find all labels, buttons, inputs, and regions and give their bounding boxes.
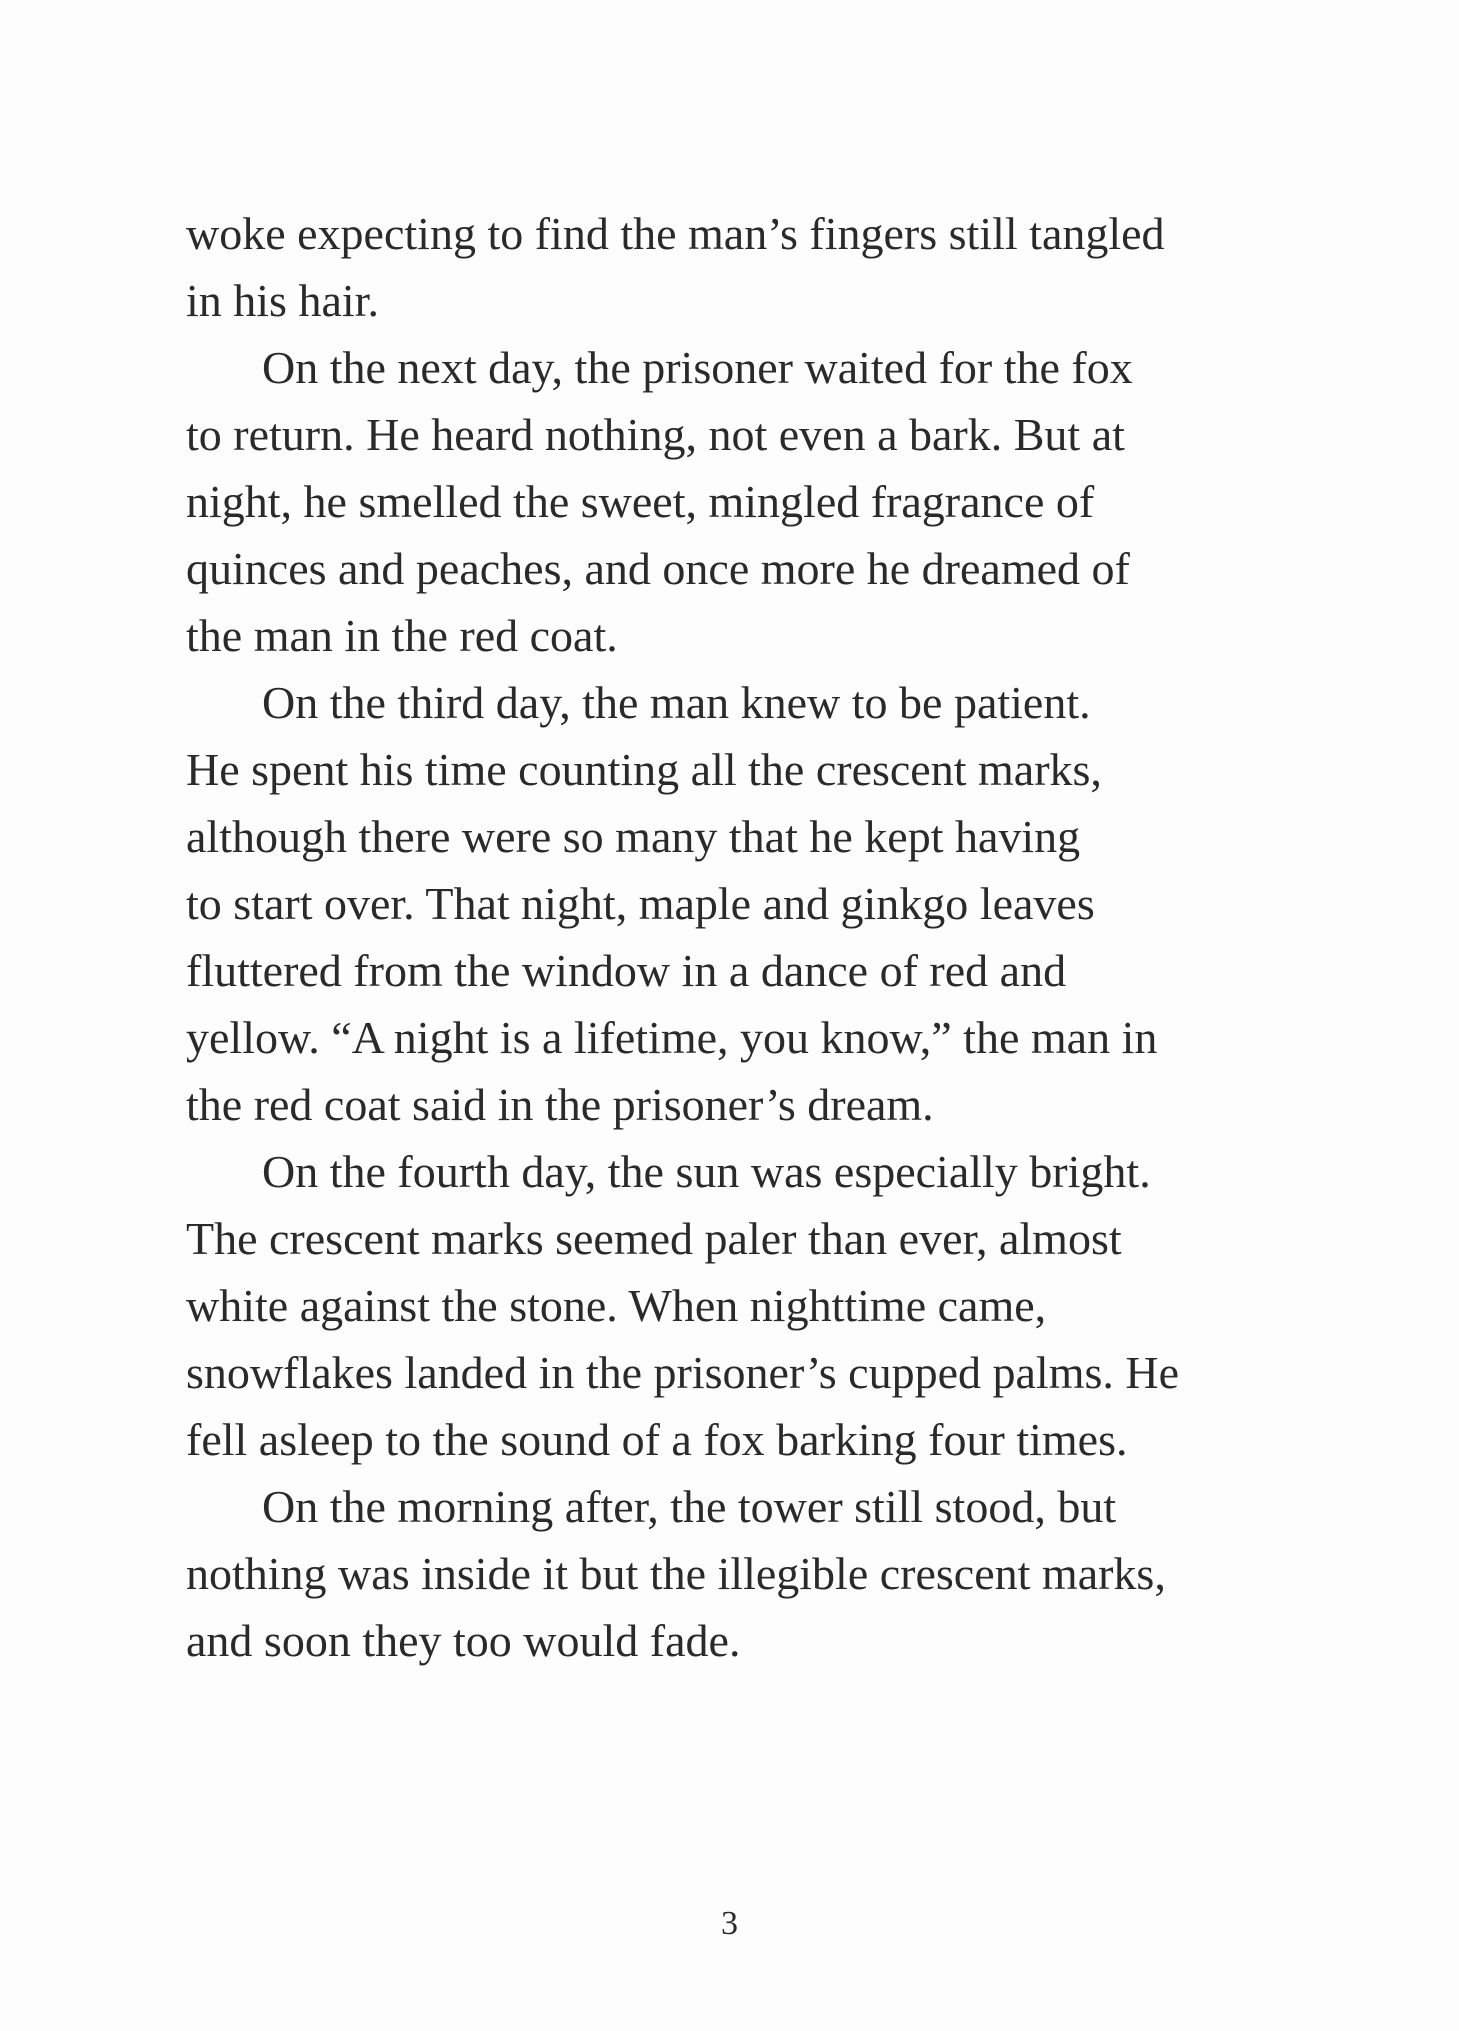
- text-line: He spent his time counting all the crescent marks,: [186, 744, 1102, 795]
- page-number: 3: [721, 1905, 738, 1942]
- text-line: although there were so many that he kept having: [186, 811, 1081, 862]
- text-line: yellow. “A night is a lifetime, you know,” the man in: [186, 1012, 1158, 1063]
- text-line: On the next day, the prisoner waited for the fox: [262, 342, 1133, 393]
- text-line: fell asleep to the sound of a fox barking four times.: [186, 1414, 1128, 1465]
- text-line: snowflakes landed in the prisoner’s cupped palms. He: [186, 1347, 1180, 1398]
- body-text: [186, 200, 1326, 1674]
- text-line: white against the stone. When nighttime came,: [186, 1280, 1047, 1331]
- text-line: The crescent marks seemed paler than ever, almost: [186, 1213, 1122, 1264]
- paragraph-3: [186, 669, 1326, 1138]
- text-line: in his hair.: [186, 275, 379, 326]
- text-line: to return. He heard nothing, not even a bark. But at: [186, 409, 1125, 460]
- text-line: nothing was inside it but the illegible crescent marks,: [186, 1548, 1166, 1599]
- text-line: woke expecting to find the man’s fingers still tangled: [186, 208, 1165, 259]
- text-line: quinces and peaches, and once more he dreamed of: [186, 543, 1130, 594]
- paragraph-4: [186, 1138, 1326, 1473]
- text-line: the red coat said in the prisoner’s dream.: [186, 1079, 934, 1130]
- text-line: On the third day, the man knew to be patient.: [262, 677, 1091, 728]
- paragraph-5: [186, 1473, 1326, 1674]
- paragraph-2: [186, 334, 1326, 669]
- text-line: On the morning after, the tower still stood, but: [262, 1481, 1117, 1532]
- text-line: the man in the red coat.: [186, 610, 618, 661]
- text-line: and soon they too would fade.: [186, 1615, 741, 1666]
- paragraph-1: [186, 200, 1326, 334]
- text-line: On the fourth day, the sun was especially bright.: [262, 1146, 1151, 1197]
- text-line: to start over. That night, maple and ginkgo leaves: [186, 878, 1095, 929]
- text-line: night, he smelled the sweet, mingled fragrance of: [186, 476, 1095, 527]
- text-line: fluttered from the window in a dance of red and: [186, 945, 1067, 996]
